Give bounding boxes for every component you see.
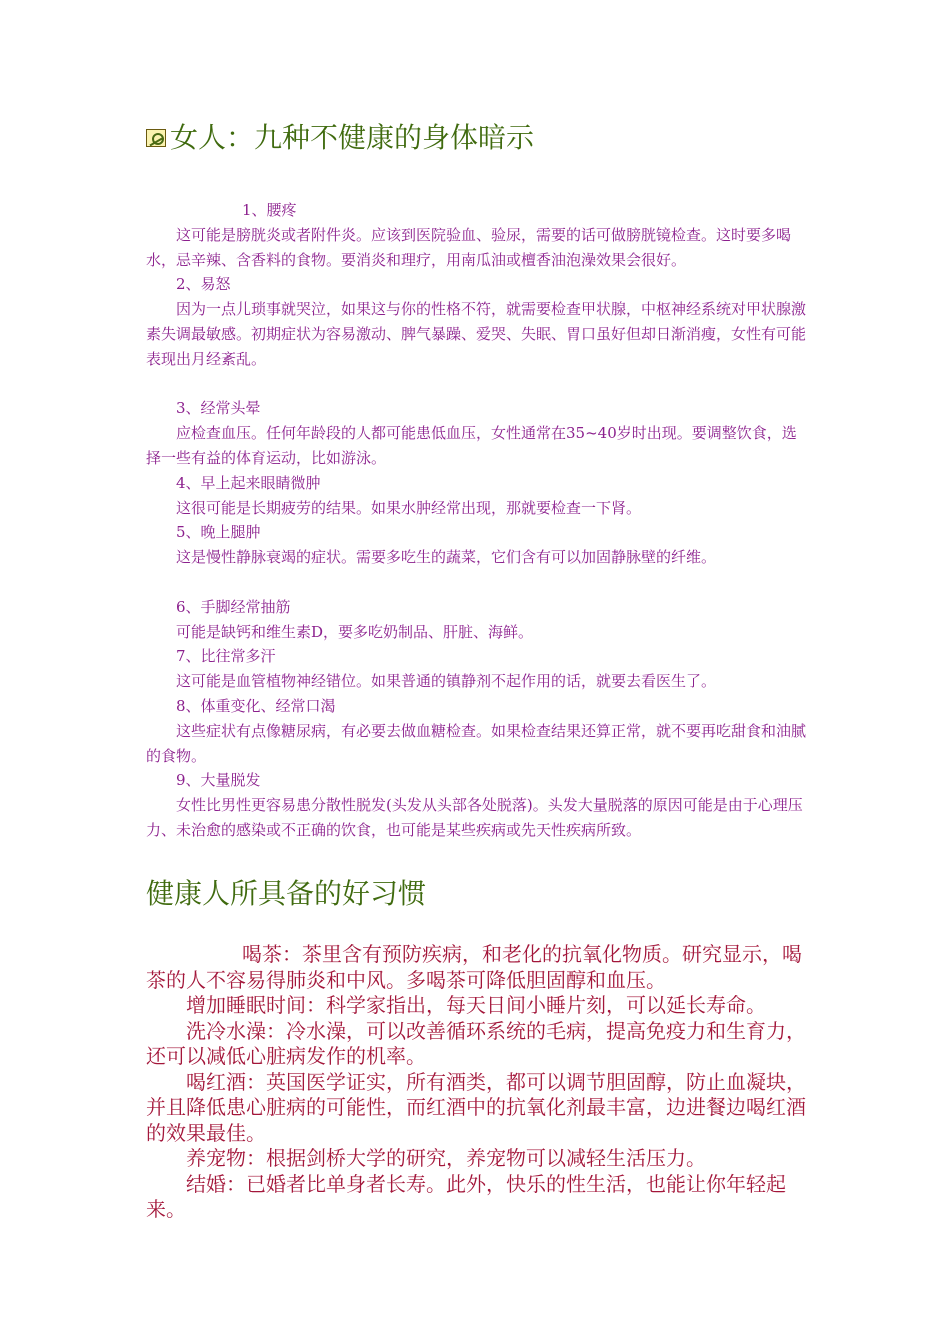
item-heading: 6、手脚经常抽筋 <box>176 597 291 616</box>
habit-paragraph: 喝茶：茶里含有预防疾病，和老化的抗氧化物质。研究显示，喝茶的人不容易得肺炎和中风。多喝茶可降低胆固醇和血压。 <box>146 942 802 992</box>
item-body: 这是慢性静脉衰竭的症状。需要多吃生的蔬菜，它们含有可以加固静脉壁的纤维。 <box>176 548 717 567</box>
item-body: 应检查血压。任何年龄段的人都可能患低血压，女性通常在35~40岁时出现。要调整饮食，选择一些有益的体育运动，比如游泳。 <box>146 424 797 467</box>
picture-bullet-icon <box>146 129 166 147</box>
section1-title-text: 女人：九种不健康的身体暗示 <box>170 121 535 154</box>
item-body: 因为一点儿琐事就哭泣，如果这与你的性格不符，就需要检查甲状腺，中枢神经系统对甲状腺激素失调最敏感。初期症状为容易激动、脾气暴躁、爱哭、失眠、胃口虽好但却日渐消瘦，女性有可能表现出月经紊乱。 <box>146 300 807 368</box>
item-heading: 8、体重变化、经常口渴 <box>176 696 336 715</box>
habit-paragraph: 养宠物：根据剑桥大学的研究，养宠物可以减轻生活压力。 <box>186 1146 706 1170</box>
item-body: 这些症状有点像糖尿病，有必要去做血糖检查。如果检查结果还算正常，就不要再吃甜食和油腻的食物。 <box>146 721 807 765</box>
item-heading: 9、大量脱发 <box>176 771 261 790</box>
habit-paragraph: 增加睡眠时间：科学家指出，每天日间小睡片刻，可以延长寿命。 <box>186 993 766 1017</box>
item-heading: 5、晚上腿肿 <box>176 523 261 542</box>
item-body: 这可能是膀胱炎或者附件炎。应该到医院验血、验尿，需要的话可做膀胱镜检查。这时要多喝水，忌辛辣、含香料的食物。要消炎和理疗，用南瓜油或檀香油泡澡效果会很好。 <box>146 225 792 269</box>
item-body: 可能是缺钙和维生素D，要多吃奶制品、肝脏、海鲜。 <box>176 622 534 641</box>
item-body: 这很可能是长期疲劳的结果。如果水肿经常出现，那就要检查一下肾。 <box>176 498 642 517</box>
section2-title: 健康人所具备的好习惯 <box>146 877 427 910</box>
item-heading: 3、经常头晕 <box>176 399 261 418</box>
habit-paragraph: 结婚：已婚者比单身者长寿。此外，快乐的性生活，也能让你年轻起来。 <box>146 1171 786 1221</box>
habit-paragraph: 洗冷水澡：冷水澡，可以改善循环系统的毛病，提高免疫力和生育力，还可以减低心脏病发作的机率。 <box>146 1018 806 1068</box>
section1-title <box>146 118 534 158</box>
item-body: 这可能是血管植物神经错位。如果普通的镇静剂不起作用的话，就要去看医生了。 <box>176 672 717 691</box>
section2-body <box>146 942 814 1223</box>
item-heading: 7、比往常多汗 <box>176 647 276 666</box>
section1-body <box>146 198 810 843</box>
item-heading: 2、易怒 <box>176 275 231 294</box>
spacer <box>146 372 810 397</box>
item-heading: 1、腰疼 <box>242 201 297 219</box>
spacer <box>146 570 810 595</box>
item-heading: 4、早上起来眼睛微肿 <box>176 473 321 492</box>
habit-paragraph: 喝红酒：英国医学证实，所有酒类，都可以调节胆固醇，防止血凝块，并且降低患心脏病的可能性，而红酒中的抗氧化剂最丰富，边进餐边喝红酒的效果最佳。 <box>146 1069 806 1145</box>
item-body: 女性比男性更容易患分散性脱发(头发从头部各处脱落)。头发大量脱落的原因可能是由于心理压力、未治愈的感染或不正确的饮食，也可能是某些疾病或先天性疾病所致。 <box>146 796 803 839</box>
